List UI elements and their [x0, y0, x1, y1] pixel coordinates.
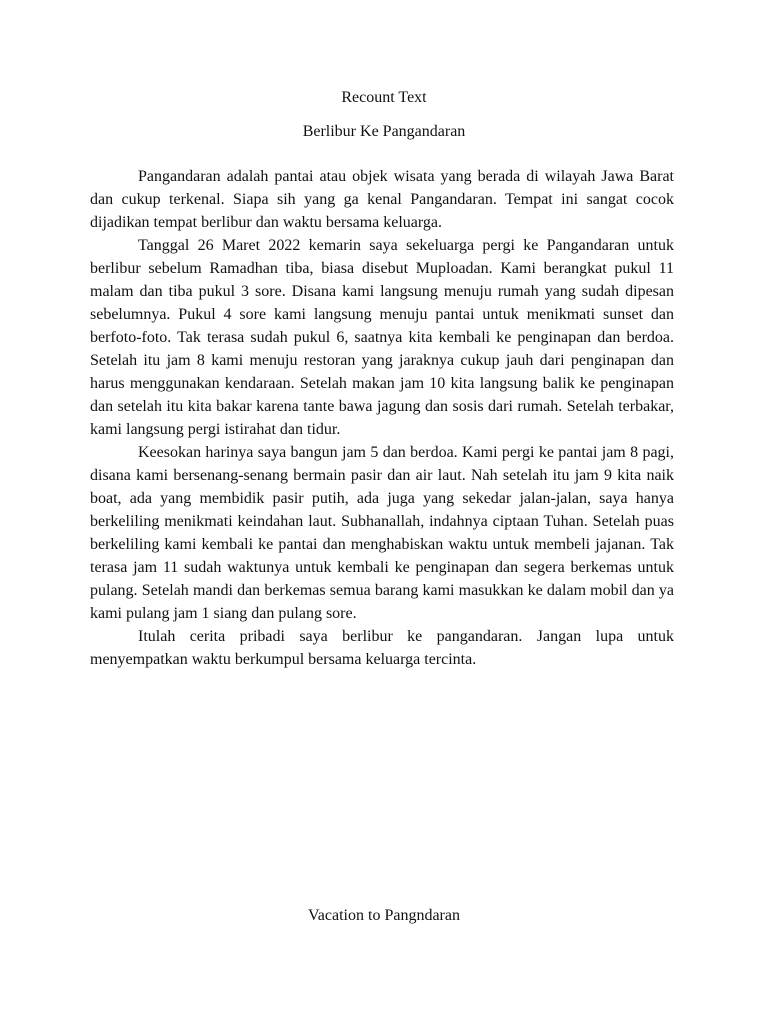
document-subtitle: Berlibur Ke Pangandaran — [302, 123, 466, 140]
paragraph-next-day: Keesokan harinya saya bangun jam 5 dan berdoa. Kami pergi ke pantai jam 8 pagi, disana kami bersenang-senang bermain pasir dan air laut. Nah setelah itu jam 9 kita naik boat, ada yang membidik pasir putih, ada juga yang sekedar jalan-jalan, saya hanya berkeliling menikmati keindahan laut. Subhanallah, indahnya ciptaan Tuhan. Setelah puas berkeliling kami kembali ke pantai dan menghabiskan waktu untuk membeli jajanan. Tak terasa jam 11 sudah waktunya untuk kembali ke penginapan dan segera berkemas untuk pulang. Setelah mandi dan berkemas semua barang kami masukkan ke dalam mobil dan ya kami pulang jam 1 siang dan pulang sore. — [90, 444, 674, 622]
document-title: Recount Text — [341, 89, 427, 106]
next-section-heading: Vacation to Pangndaran — [308, 907, 460, 924]
paragraph-closing: Itulah cerita pribadi saya berlibur ke pangandaran. Jangan lupa untuk menyempatkan waktu berkumpul bersama keluarga tercinta. — [90, 628, 674, 668]
document-body — [90, 165, 674, 671]
paragraph-first-day: Tanggal 26 Maret 2022 kemarin saya sekeluarga pergi ke Pangandaran untuk berlibur sebelum Ramadhan tiba, biasa disebut Muploadan. Kami berangkat pukul 11 malam dan tiba pukul 3 sore. Disana kami langsung menuju rumah yang sudah dipesan sebelumnya. Pukul 4 sore kami langsung menuju pantai untuk menikmati sunset dan berfoto-foto. Tak terasa sudah pukul 6, saatnya kita kembali ke penginapan dan berdoa. Setelah itu jam 8 kami menuju restoran yang jaraknya cukup jauh dari penginapan dan harus menggunakan kendaraan. Setelah makan jam 10 kita langsung balik ke penginapan dan setelah itu kita bakar karena tante bawa jagung dan sosis dari rumah. Setelah terbakar, kami langsung pergi istirahat dan tidur. — [90, 237, 674, 438]
paragraph-intro: Pangandaran adalah pantai atau objek wisata yang berada di wilayah Jawa Barat dan cukup terkenal. Siapa sih yang ga kenal Pangandaran. Tempat ini sangat cocok dijadikan tempat berlibur dan waktu bersama keluarga. — [90, 168, 674, 231]
